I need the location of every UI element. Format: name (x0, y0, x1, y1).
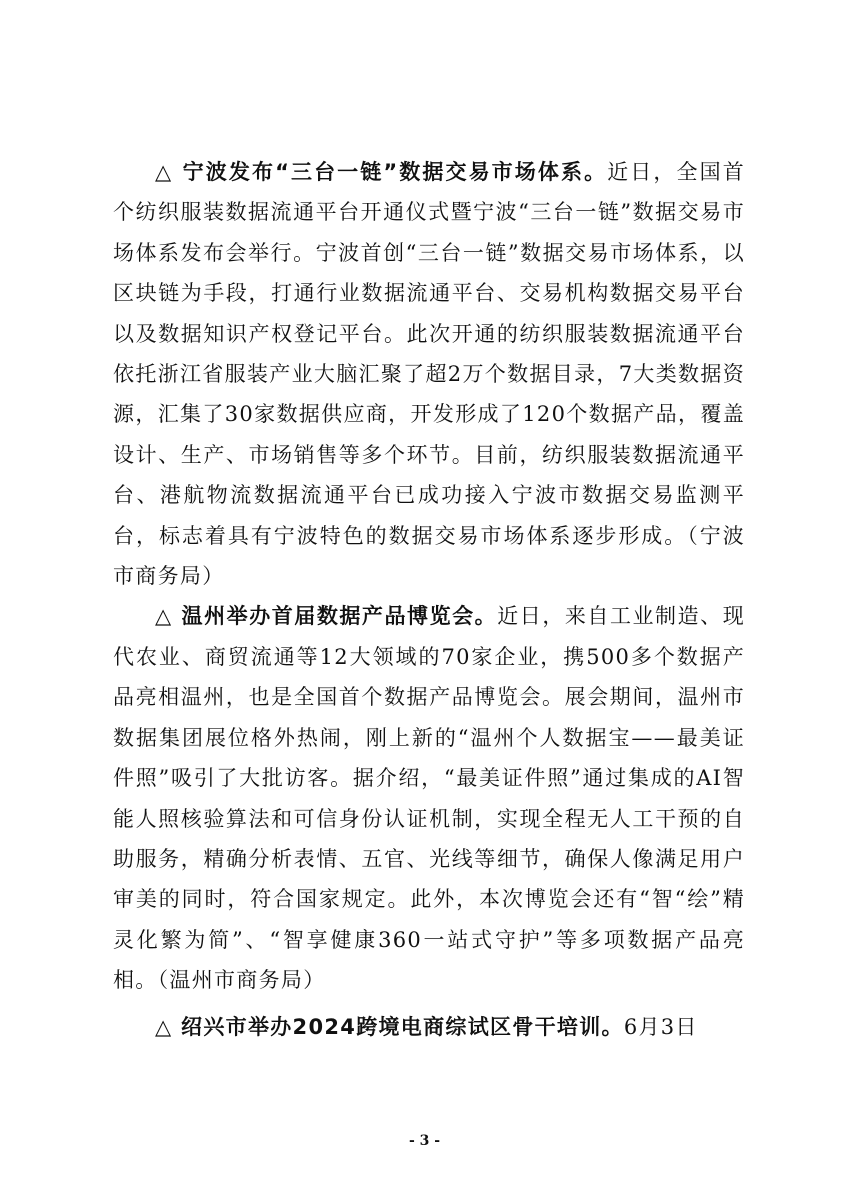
news-body-ningbo: 近日，全国首个纺织服装数据流通平台开通仪式暨宁波“三台一链”数据交易市场体系发布会举行。宁波首创“三台一链”数据交易市场体系，以区块链为手段，打通行业数据流通平台、交易机构数据交易平台以及数据知识产权登记平台。此次开通的纺织服装数据流通平台依托浙江省服装产业大脑汇聚了超2万个数据目录，7大类数据资源，汇集了30家数据供应商，开发形成了120个数据产品，覆盖设计、生产、市场销售等多个环节。目前，纺织服装数据流通平台、港航物流数据流通平台已成功接入宁波市数据交易监测平台，标志着具有宁波特色的数据交易市场体系逐步形成。（宁波市商务局） (113, 160, 745, 589)
news-item-shaoxing (113, 1007, 745, 1047)
news-body-wenzhou: 近日，来自工业制造、现代农业、商贸流通等12大领域的70家企业，携500多个数据产品亮相温州，也是全国首个数据产品博览会。展会期间，温州市数据集团展位格外热闹，刚上新的“温州个人数据宝——最美证件照”吸引了大批访客。据介绍，“最美证件照”通过集成的AI智能人照核验算法和可信身份认证机制，实现全程无人工干预的自助服务，精确分析表情、五官、光线等细节，确保人像满足用户审美的同时，符合国家规定。此外，本次博览会还有“智“绘”精灵化繁为简”、“智享健康360一站式守护”等多项数据产品亮相。（温州市商务局） (113, 604, 745, 993)
news-item-ningbo (113, 152, 745, 596)
news-heading-ningbo: △ 宁波发布“三台一链”数据交易市场体系。 (155, 160, 608, 184)
news-heading-wenzhou: △ 温州举办首届数据产品博览会。 (155, 604, 498, 629)
page-number: - 3 - (408, 1133, 441, 1149)
news-content (113, 152, 745, 1047)
news-item-wenzhou (113, 596, 745, 1000)
news-body-shaoxing: 6月3日 (623, 1014, 698, 1039)
news-heading-shaoxing: △ 绍兴市举办2024跨境电商综试区骨干培训。 (155, 1014, 624, 1039)
